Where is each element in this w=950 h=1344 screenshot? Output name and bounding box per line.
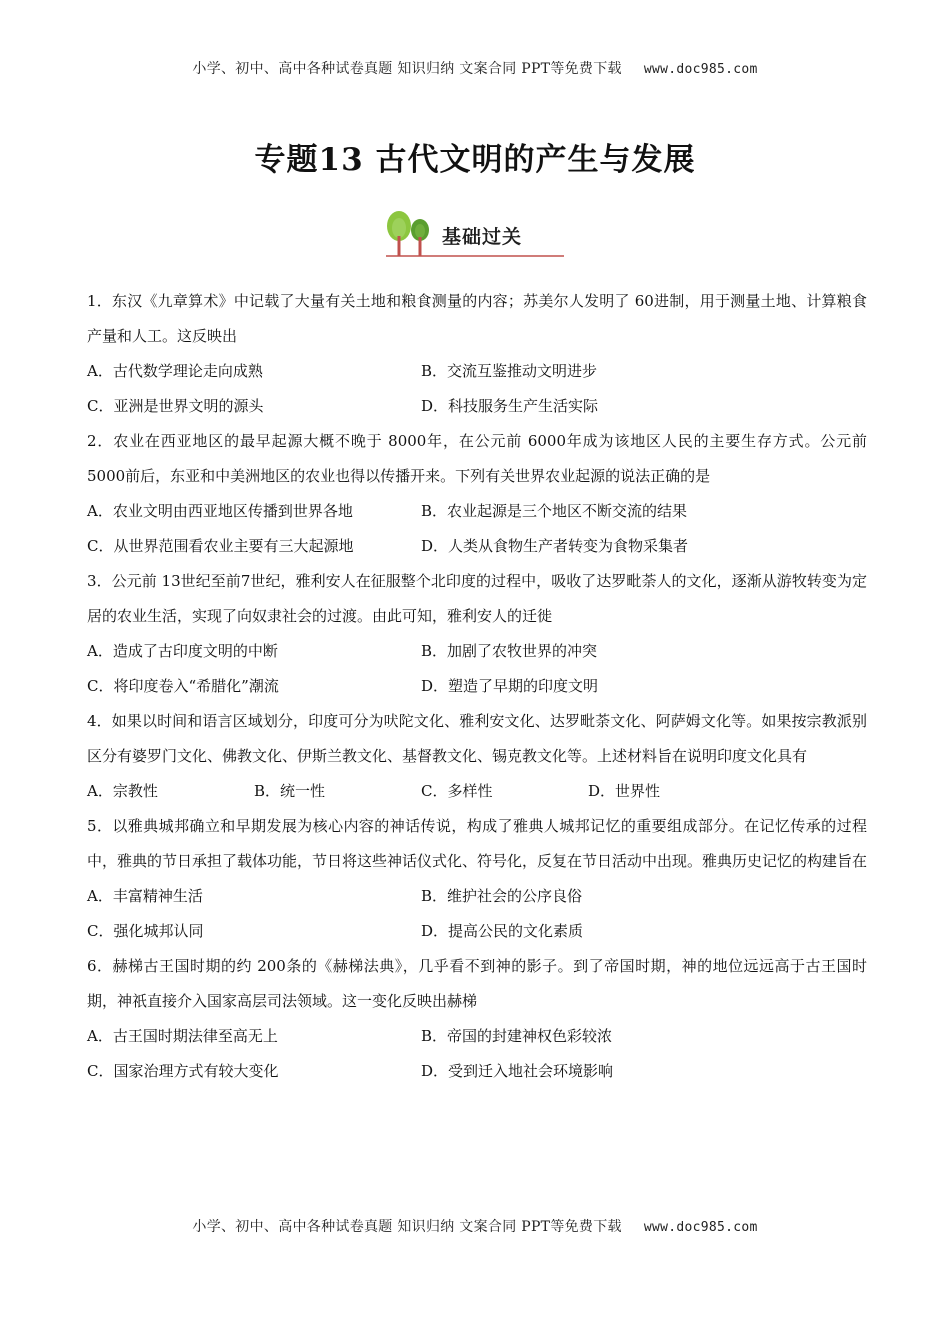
option-grid xyxy=(87,1019,867,1089)
option-a: A．古王国时期法律至高无上 xyxy=(87,1027,278,1045)
option-a: A．造成了古印度文明的中断 xyxy=(87,642,278,660)
section-badge xyxy=(378,206,570,262)
option-d: D．提高公民的文化素质 xyxy=(421,922,584,940)
option-d: D．世界性 xyxy=(588,782,661,800)
option-b: B．交流互鉴推动文明进步 xyxy=(421,362,598,380)
question-stem: 3．公元前 13世纪至前7世纪，雅利安人在征服整个北印度的过程中，吸收了达罗毗荼人的文化，逐渐从游牧转变为定居的农业生活，实现了向奴隶社会的过渡。由此可知，雅利安人的迁徙 xyxy=(87,572,867,625)
option-b: B．维护社会的公序良俗 xyxy=(421,887,583,905)
option-grid xyxy=(87,879,867,949)
question-3 xyxy=(87,564,867,704)
page-footer xyxy=(0,1216,950,1236)
option-a: A．丰富精神生活 xyxy=(87,887,203,905)
header-url[interactable]: www.doc985.com xyxy=(643,62,758,77)
page-header xyxy=(0,58,950,78)
option-row xyxy=(87,774,867,809)
option-a: A．宗教性 xyxy=(87,782,158,800)
badge-label: 基础过关 xyxy=(442,226,523,248)
option-a: A．古代数学理论走向成熟 xyxy=(87,362,263,380)
question-4 xyxy=(87,704,867,809)
question-5 xyxy=(87,809,867,949)
question-list xyxy=(87,284,867,1089)
option-c: C．将印度卷入“希腊化”潮流 xyxy=(87,677,279,695)
option-grid xyxy=(87,354,867,424)
option-c: C．多样性 xyxy=(421,782,493,800)
question-6 xyxy=(87,949,867,1089)
header-text: 小学、初中、高中各种试卷真题 知识归纳 文案合同 PPT等免费下载 xyxy=(192,61,622,77)
question-stem: 6．赫梯古王国时期的约 200条的《赫梯法典》，几乎看不到神的影子。到了帝国时期，神的地位远远高于古王国时期，神祇直接介入国家高层司法领域。这一变化反映出赫梯 xyxy=(87,957,867,1010)
option-b: B．帝国的封建神权色彩较浓 xyxy=(421,1027,613,1045)
option-c: C．从世界范围看农业主要有三大起源地 xyxy=(87,537,354,555)
option-a: A．农业文明由西亚地区传播到世界各地 xyxy=(87,502,353,520)
option-b: B．统一性 xyxy=(254,782,326,800)
footer-url[interactable]: www.doc985.com xyxy=(643,1220,758,1235)
option-c: C．亚洲是世界文明的源头 xyxy=(87,397,264,415)
option-grid xyxy=(87,494,867,564)
question-stem: 1．东汉《九章算术》中记载了大量有关土地和粮食测量的内容；苏美尔人发明了 60进制，用于测量土地、计算粮食产量和人工。这反映出 xyxy=(87,292,867,345)
option-c: C．强化城邦认同 xyxy=(87,922,204,940)
page-title: 专题13 古代文明的产生与发展 xyxy=(254,142,696,178)
option-d: D．受到迁入地社会环境影响 xyxy=(421,1062,614,1080)
option-c: C．国家治理方式有较大变化 xyxy=(87,1062,279,1080)
option-b: B．加剧了农牧世界的冲突 xyxy=(421,642,598,660)
question-stem: 4．如果以时间和语言区域划分，印度可分为吠陀文化、雅利安文化、达罗毗荼文化、阿萨姆文化等。如果按宗教派别区分有婆罗门文化、佛教文化、伊斯兰教文化、基督教文化、锡克教文化等。上述材料旨在说明印度文化具有 xyxy=(87,712,867,765)
option-d: D．科技服务生产生活实际 xyxy=(421,397,599,415)
question-stem: 2．农业在西亚地区的最早起源大概不晚于 8000年，在公元前 6000年成为该地区人民的主要生存方式。公元前 5000前后，东亚和中美洲地区的农业也得以传播开来。下列有关世界农业起源的说法正确的是 xyxy=(87,432,867,485)
option-d: D．塑造了早期的印度文明 xyxy=(421,677,599,695)
option-d: D．人类从食物生产者转变为食物采集者 xyxy=(421,537,689,555)
question-stem: 5．以雅典城邦确立和早期发展为核心内容的神话传说，构成了雅典人城邦记忆的重要组成部分。在记忆传承的过程中，雅典的节日承担了载体功能，节日将这些神话仪式化、符号化，反复在节日活动中出现。雅典历史记忆的构建旨在 xyxy=(87,817,868,870)
question-2 xyxy=(87,424,867,564)
footer-text: 小学、初中、高中各种试卷真题 知识归纳 文案合同 PPT等免费下载 xyxy=(192,1219,622,1235)
option-grid xyxy=(87,634,867,704)
question-1 xyxy=(87,284,867,424)
option-b: B．农业起源是三个地区不断交流的结果 xyxy=(421,502,688,520)
